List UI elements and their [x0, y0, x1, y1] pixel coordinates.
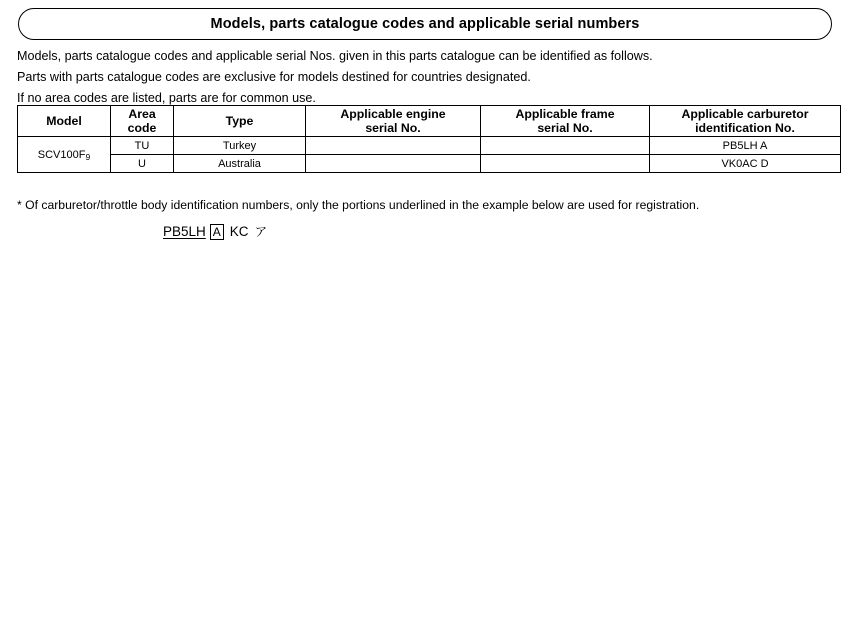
column-header-carburetor-id	[650, 106, 841, 137]
example-underlined-part: PB5LH	[163, 224, 206, 239]
cell-type: Turkey	[174, 137, 306, 155]
model-name: SCV100F	[37, 148, 86, 161]
footnote-text: * Of carburetor/throttle body identification numbers, only the portions underlined in the example below are used for registration.	[17, 198, 700, 212]
column-header-carb-line2: identification No.	[695, 121, 795, 135]
column-header-area-code	[111, 106, 174, 137]
column-header-type-label: Type	[225, 114, 254, 128]
example-japanese-char: ア	[254, 224, 268, 239]
example-tail-part: KC	[229, 224, 249, 239]
page-title-banner	[18, 8, 832, 40]
table-header-row	[18, 106, 841, 137]
table-header	[18, 106, 841, 137]
table-row	[18, 155, 841, 173]
cell-model	[18, 137, 111, 173]
example-boxed-part: A	[210, 224, 224, 240]
column-header-model-label: Model	[46, 114, 82, 128]
column-header-model	[18, 106, 111, 137]
cell-engine-serial	[306, 155, 481, 173]
column-header-frame-serial	[481, 106, 650, 137]
cell-frame-serial	[481, 155, 650, 173]
cell-carburetor-id: VK0AC D	[650, 155, 841, 173]
table-body	[18, 137, 841, 173]
model-subscript: 9	[85, 151, 91, 162]
column-header-frame-line2: serial No.	[537, 121, 593, 135]
cell-area-code: TU	[111, 137, 174, 155]
page-title: Models, parts catalogue codes and applicable serial numbers	[210, 15, 640, 32]
column-header-area-line1: Area	[128, 107, 156, 121]
intro-paragraph	[17, 46, 837, 109]
carburetor-id-example	[163, 222, 267, 240]
intro-line-2: Parts with parts catalogue codes are exclusive for models destined for countries designated.	[17, 70, 531, 84]
column-header-frame-line1: Applicable frame	[515, 107, 615, 121]
cell-engine-serial	[306, 137, 481, 155]
intro-line-3: If no area codes are listed, parts are for common use.	[17, 91, 316, 105]
intro-line-1: Models, parts catalogue codes and applicable serial Nos. given in this parts catalogue can be identified as follows.	[17, 49, 653, 63]
models-table	[17, 105, 841, 173]
column-header-engine-serial	[306, 106, 481, 137]
cell-carburetor-id: PB5LH A	[650, 137, 841, 155]
column-header-engine-line2: serial No.	[365, 121, 421, 135]
column-header-carb-line1: Applicable carburetor	[681, 107, 809, 121]
table-row	[18, 137, 841, 155]
column-header-engine-line1: Applicable engine	[340, 107, 446, 121]
cell-type: Australia	[174, 155, 306, 173]
cell-frame-serial	[481, 137, 650, 155]
column-header-type	[174, 106, 306, 137]
column-header-area-line2: code	[127, 121, 157, 135]
cell-area-code: U	[111, 155, 174, 173]
